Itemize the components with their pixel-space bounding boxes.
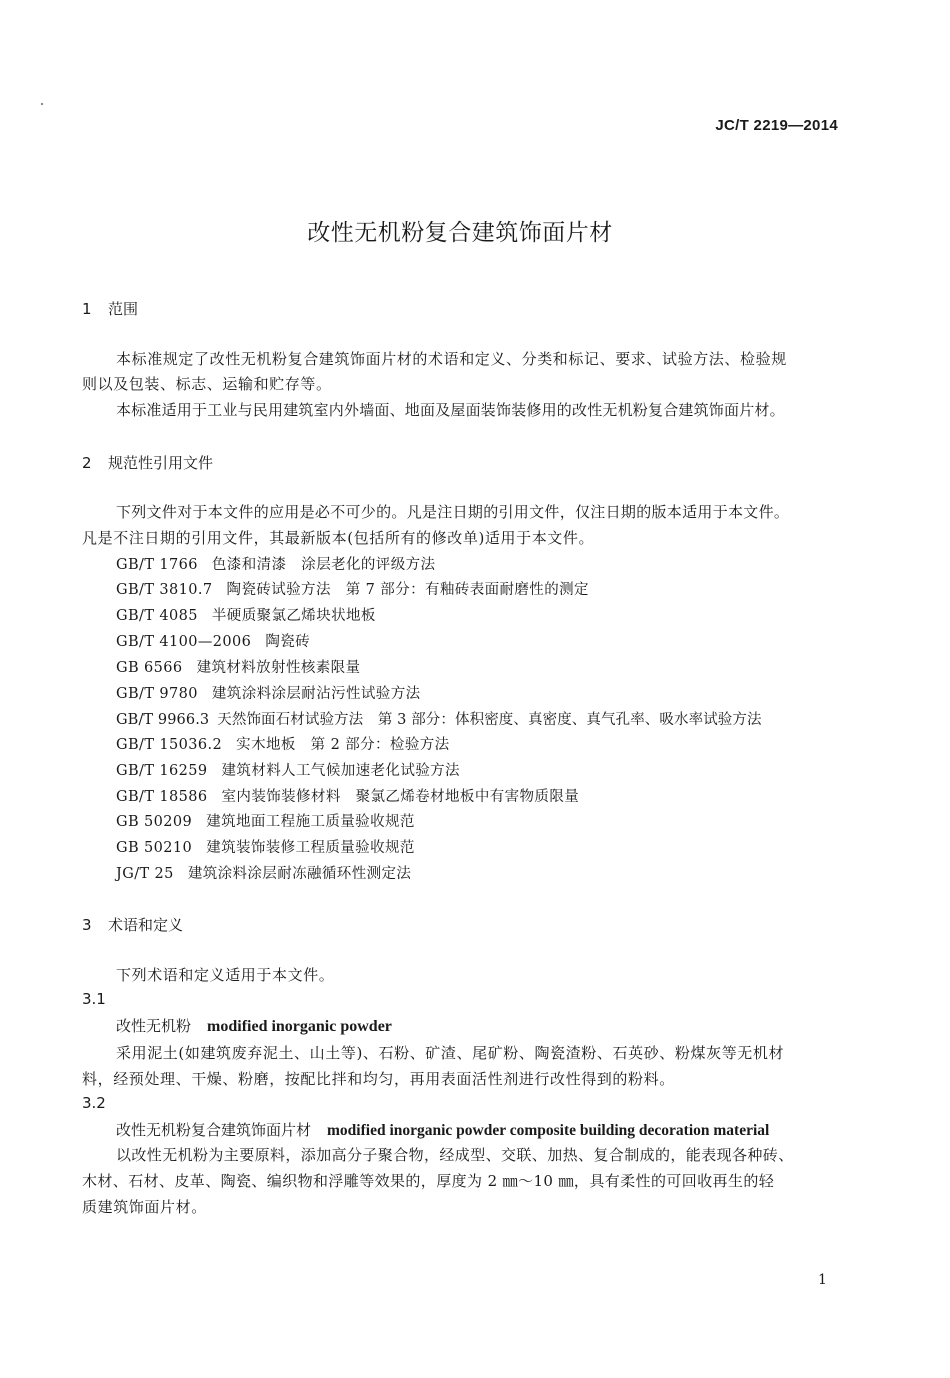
section-3-heading — [82, 914, 183, 935]
reference-item — [116, 733, 450, 754]
reference-item — [116, 708, 762, 729]
term-english: modified inorganic powder composite building decoration material — [327, 1122, 770, 1139]
paragraph-line: 木材、石材、皮革、陶瓷、编织物和浮雕等效果的，厚度为 2 ㎜～10 ㎜，具有柔性的可回收再生的轻 — [82, 1172, 775, 1190]
reference-title: 陶瓷砖 — [265, 634, 311, 650]
section-title: 范围 — [108, 300, 139, 318]
page-number: 1 — [818, 1272, 827, 1288]
reference-code: GB/T 9966.3 — [116, 712, 210, 728]
section-1-heading — [82, 298, 138, 319]
reference-title: 建筑涂料涂层耐冻融循环性测定法 — [187, 866, 412, 882]
paragraph-line: 以改性无机粉为主要原料，添加高分子聚合物，经成型、交联、加热、复合制成的，能表现各种砖、 — [116, 1146, 794, 1164]
reference-title: 天然饰面石材试验方法 第 3 部分：体积密度、真密度、真气孔率、吸水率试验方法 — [217, 712, 762, 728]
reference-code: GB/T 4100—2006 — [116, 634, 252, 650]
reference-title: 建筑地面工程施工质量验收规范 — [206, 814, 415, 830]
reference-title: 色漆和清漆 涂层老化的评级方法 — [211, 557, 436, 573]
term-number: 3.1 — [82, 990, 106, 1008]
paragraph-line: 下列术语和定义适用于本文件。 — [116, 966, 335, 984]
paragraph-line: 本标准适用于工业与民用建筑室内外墙面、地面及屋面装饰装修用的改性无机粉复合建筑饰面片材。 — [116, 401, 785, 419]
reference-title: 建筑材料人工气候加速老化试验方法 — [221, 763, 460, 779]
reference-item — [116, 656, 360, 677]
reference-code: GB/T 18586 — [116, 789, 208, 805]
reference-title: 陶瓷砖试验方法 第 7 部分：有釉砖表面耐磨性的测定 — [226, 582, 589, 598]
scan-speck — [41, 103, 43, 105]
reference-code: GB/T 1766 — [116, 557, 198, 573]
standard-code: JC/T 2219—2014 — [715, 117, 838, 134]
reference-item — [116, 630, 310, 651]
reference-code: GB/T 3810.7 — [116, 582, 213, 598]
reference-code: GB 50209 — [116, 814, 193, 830]
reference-code: GB/T 4085 — [116, 608, 198, 624]
reference-item — [116, 862, 411, 883]
term-number: 3.2 — [82, 1094, 106, 1112]
reference-title: 建筑涂料涂层耐沾污性试验方法 — [211, 686, 421, 702]
paragraph-line: 凡是不注日期的引用文件，其最新版本(包括所有的修改单)适用于本文件。 — [82, 529, 595, 547]
paragraph-line: 质建筑饰面片材。 — [82, 1198, 207, 1216]
term-chinese: 改性无机粉 — [116, 1017, 192, 1035]
section-number: 2 — [82, 454, 92, 472]
reference-code: GB 50210 — [116, 840, 193, 856]
section-number: 1 — [82, 300, 92, 318]
paragraph-line: 本标准规定了改性无机粉复合建筑饰面片材的术语和定义、分类和标记、要求、试验方法、检验规 — [116, 350, 787, 368]
reference-item — [116, 785, 579, 806]
reference-code: GB/T 16259 — [116, 763, 208, 779]
reference-item — [116, 578, 589, 599]
reference-title: 建筑装饰装修工程质量验收规范 — [206, 840, 415, 856]
reference-item — [116, 553, 435, 574]
section-2-heading — [82, 452, 213, 473]
section-title: 规范性引用文件 — [108, 454, 214, 472]
term-heading — [116, 1015, 392, 1036]
paragraph-line: 采用泥土(如建筑废弃泥土、山土等)、石粉、矿渣、尾矿粉、陶瓷渣粉、石英砂、粉煤灰等无机材 — [116, 1044, 785, 1062]
term-english: modified inorganic powder — [207, 1018, 392, 1035]
reference-code: GB/T 9780 — [116, 686, 198, 702]
term-heading — [116, 1119, 769, 1140]
section-title: 术语和定义 — [108, 916, 184, 934]
reference-item — [116, 759, 460, 780]
reference-code: GB 6566 — [116, 660, 183, 676]
reference-title: 半硬质聚氯乙烯块状地板 — [211, 608, 376, 624]
section-number: 3 — [82, 916, 92, 934]
reference-item — [116, 810, 415, 831]
reference-item — [116, 604, 376, 625]
reference-title: 建筑材料放射性核素限量 — [196, 660, 361, 676]
reference-code: GB/T 15036.2 — [116, 737, 223, 753]
paragraph-line: 则以及包装、标志、运输和贮存等。 — [82, 375, 332, 393]
reference-item — [116, 682, 421, 703]
document-title: 改性无机粉复合建筑饰面片材 — [307, 220, 613, 246]
reference-item — [116, 836, 415, 857]
reference-title: 实木地板 第 2 部分：检验方法 — [236, 737, 450, 753]
reference-title: 室内装饰装修材料 聚氯乙烯卷材地板中有害物质限量 — [221, 789, 580, 805]
reference-code: JG/T 25 — [116, 866, 174, 882]
paragraph-line: 下列文件对于本文件的应用是必不可少的。凡是注日期的引用文件，仅注日期的版本适用于本文件。 — [116, 503, 790, 521]
term-chinese: 改性无机粉复合建筑饰面片材 — [116, 1121, 312, 1139]
paragraph-line: 料，经预处理、干燥、粉磨，按配比拌和均匀，再用表面活性剂进行改性得到的粉料。 — [82, 1070, 675, 1088]
